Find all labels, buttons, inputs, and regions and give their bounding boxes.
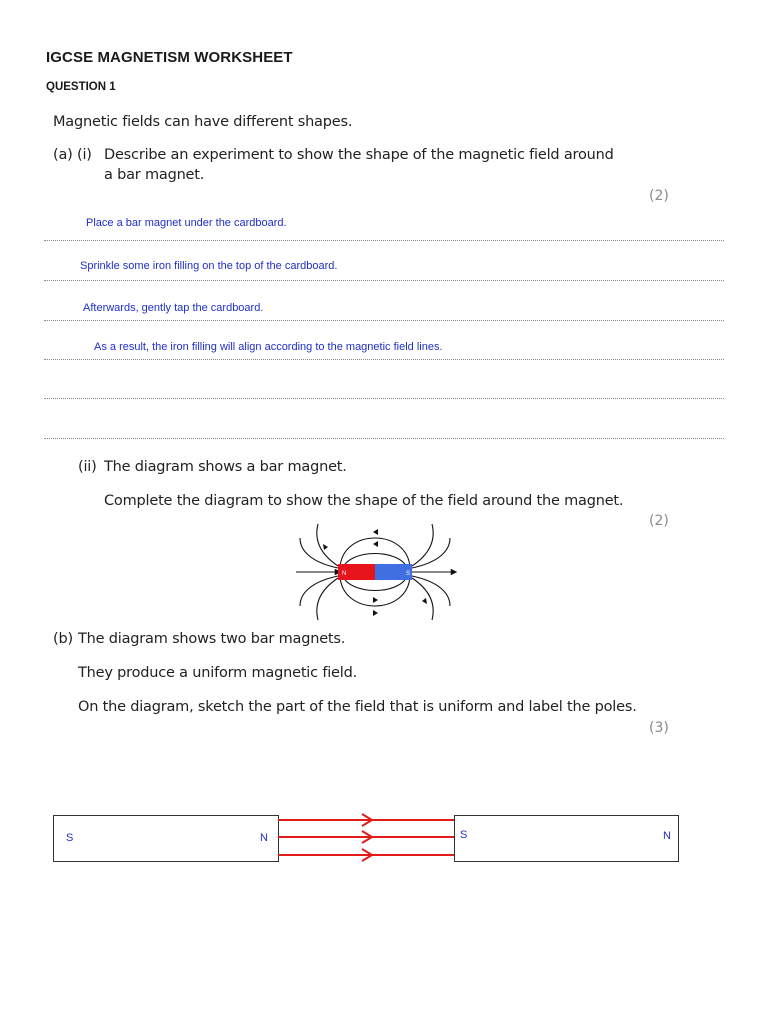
left-bar-magnet xyxy=(53,815,279,862)
part-a-i-label: (a) (i) xyxy=(53,147,92,163)
part-b-line1: The diagram shows two bar magnets. xyxy=(78,631,346,647)
dotted-answer-line xyxy=(44,359,724,360)
part-b-label: (b) xyxy=(53,631,73,647)
right-bar-magnet xyxy=(454,815,679,862)
left-magnet-left-pole: S xyxy=(66,832,74,844)
answer-line-2: Sprinkle some iron filling on the top of the cardboard. xyxy=(80,260,338,272)
part-a-ii-prompt-line2: Complete the diagram to show the shape of the field around the magnet. xyxy=(104,493,624,509)
question-number: QUESTION 1 xyxy=(46,81,116,93)
part-b-line2: They produce a uniform magnetic field. xyxy=(78,665,358,681)
part-a-ii-marks: (2) xyxy=(649,513,669,529)
part-a-ii-prompt-line1: The diagram shows a bar magnet. xyxy=(104,459,347,475)
right-magnet-left-pole: S xyxy=(460,829,468,841)
answer-line-4: As a result, the iron filling will align according to the magnetic field lines. xyxy=(94,341,443,353)
dotted-answer-line xyxy=(44,280,724,281)
right-magnet-right-pole: N xyxy=(663,830,671,842)
part-b-marks: (3) xyxy=(649,720,669,736)
dotted-answer-line xyxy=(44,438,724,439)
dotted-answer-line xyxy=(44,398,724,399)
dotted-answer-line xyxy=(44,320,724,321)
part-a-i-prompt-line2: a bar magnet. xyxy=(104,167,205,183)
worksheet-title: IGCSE MAGNETISM WORKSHEET xyxy=(46,49,293,66)
answer-line-1: Place a bar magnet under the cardboard. xyxy=(86,217,287,229)
answer-line-3: Afterwards, gently tap the cardboard. xyxy=(83,302,264,314)
part-a-i-marks: (2) xyxy=(649,188,669,204)
part-a-ii-label: (ii) xyxy=(78,459,97,475)
part-b-line3: On the diagram, sketch the part of the field that is uniform and label the poles. xyxy=(78,699,637,715)
uniform-field-lines xyxy=(276,810,456,866)
part-a-i-prompt-line1: Describe an experiment to show the shape of the magnetic field around xyxy=(104,147,614,163)
north-pole-label: N xyxy=(342,571,347,577)
question-intro: Magnetic fields can have different shapes. xyxy=(53,114,353,130)
bar-magnet-field-diagram xyxy=(290,520,460,625)
left-magnet-right-pole: N xyxy=(260,832,268,844)
south-pole-label: S xyxy=(406,571,411,577)
dotted-answer-line xyxy=(44,240,724,241)
